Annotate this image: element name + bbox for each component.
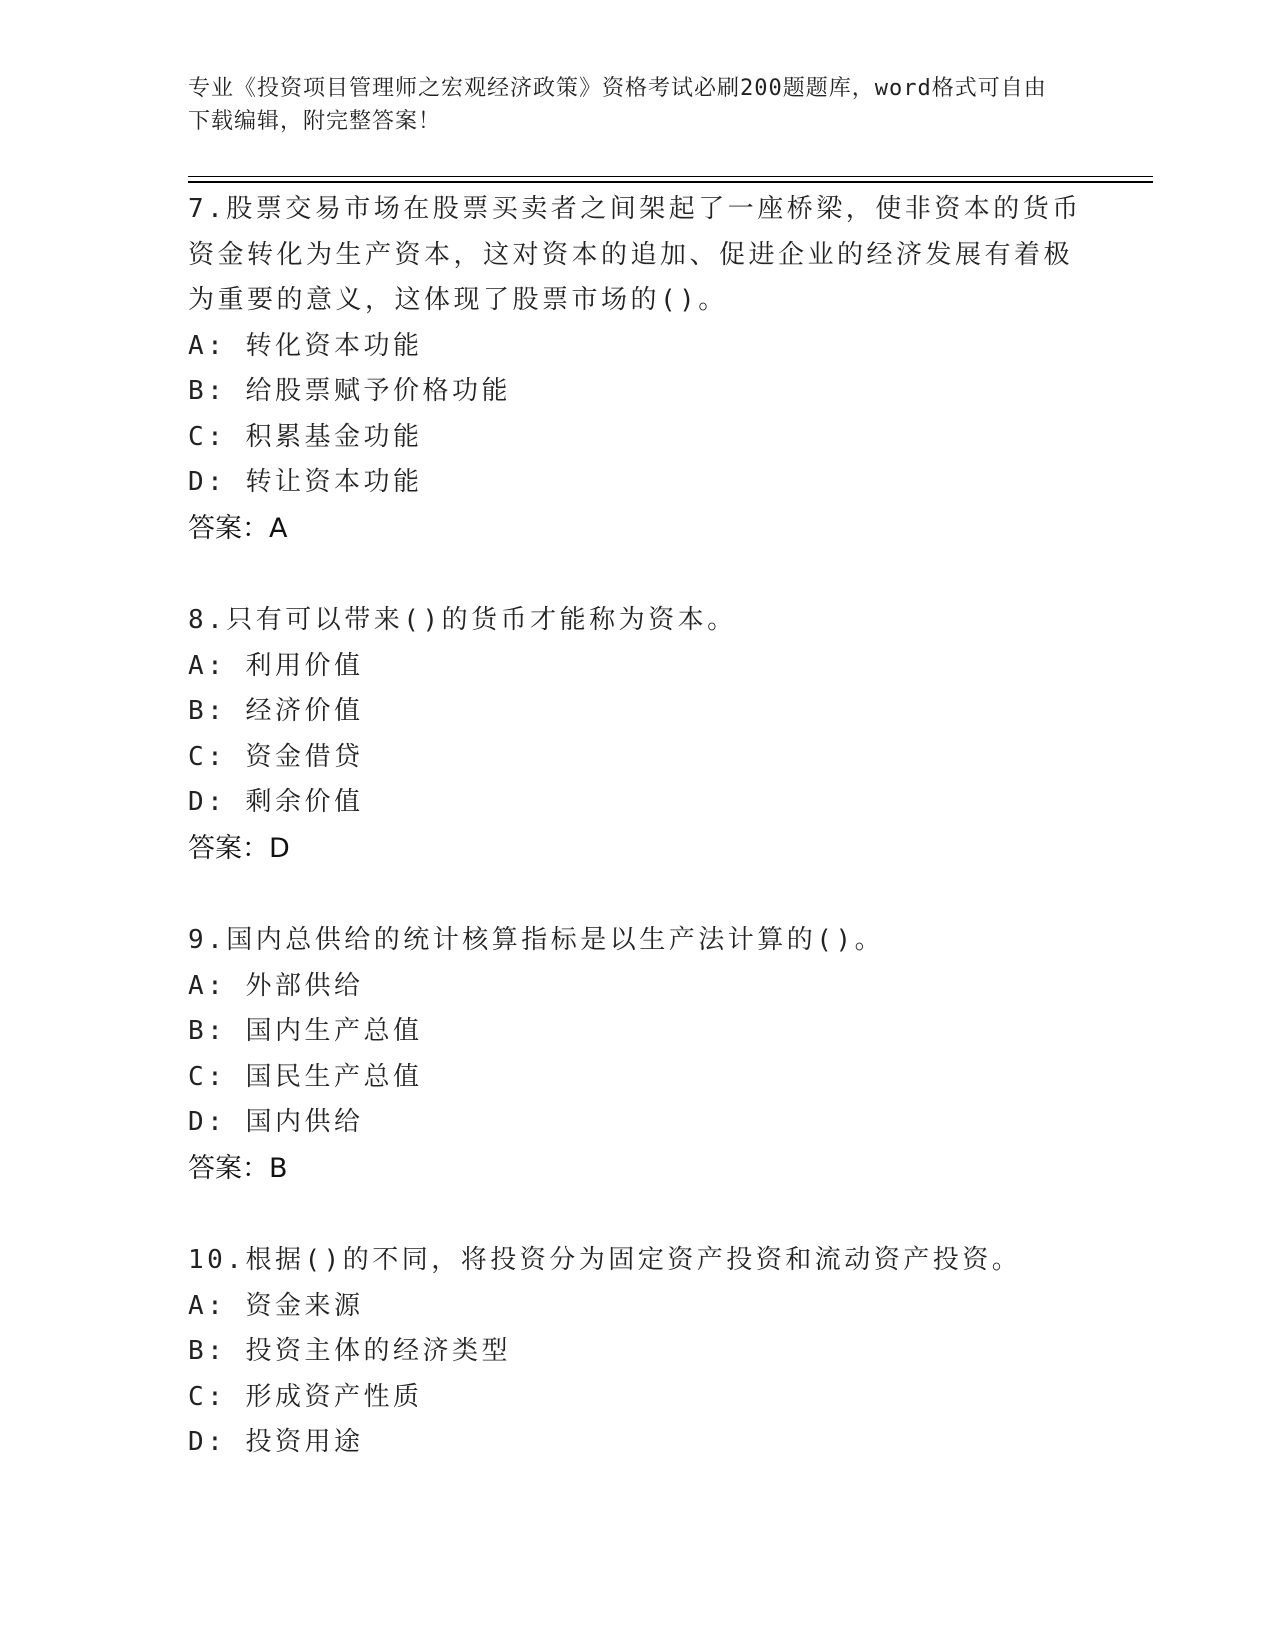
option-c: C: 形成资产性质	[188, 1381, 423, 1412]
question-stem: 9.国内总供给的统计核算指标是以生产法计算的()。	[188, 925, 885, 955]
option-c: C: 国民生产总值	[188, 1061, 423, 1092]
question-10	[188, 1238, 1088, 1466]
answer: 答案：B	[188, 1152, 288, 1184]
question-list	[188, 187, 1088, 1513]
option-b: B: 国内生产总值	[188, 1016, 423, 1046]
option-d: D: 国内供给	[188, 1107, 364, 1137]
question-9	[188, 918, 1088, 1191]
question-8	[188, 598, 1088, 871]
option-c: C: 积累基金功能	[188, 421, 423, 452]
question-stem: 7.股票交易市场在股票买卖者之间架起了一座桥梁，使非资本的货币资金转化为生产资本，这对资本的追加、促进企业的经济发展有着极为重要的意义，这体现了股票市场的()。	[188, 194, 1082, 315]
option-d: D: 投资用途	[188, 1427, 364, 1457]
option-b: B: 投资主体的经济类型	[188, 1336, 511, 1366]
option-a: A: 资金来源	[188, 1290, 364, 1321]
question-stem: 10.根据()的不同，将投资分为固定资产投资和流动资产投资。	[188, 1245, 1022, 1275]
option-a: A: 转化资本功能	[188, 330, 423, 361]
answer: 答案：D	[188, 832, 290, 864]
option-a: A: 外部供给	[188, 970, 364, 1001]
option-d: D: 转让资本功能	[188, 467, 423, 497]
document-header: 专业《投资项目管理师之宏观经济政策》资格考试必刷200题题库，word格式可自由下载编辑，附完整答案！	[188, 76, 1047, 134]
option-b: B: 给股票赋予价格功能	[188, 376, 511, 406]
option-a: A: 利用价值	[188, 650, 364, 681]
question-stem: 8.只有可以带来()的货币才能称为资本。	[188, 605, 737, 635]
option-c: C: 资金借贷	[188, 741, 364, 772]
header-divider-thin	[188, 176, 1153, 177]
option-b: B: 经济价值	[188, 696, 364, 726]
option-d: D: 剩余价值	[188, 787, 364, 817]
header-divider-thick	[188, 181, 1153, 183]
question-7	[188, 187, 1088, 551]
answer: 答案：A	[188, 512, 288, 544]
